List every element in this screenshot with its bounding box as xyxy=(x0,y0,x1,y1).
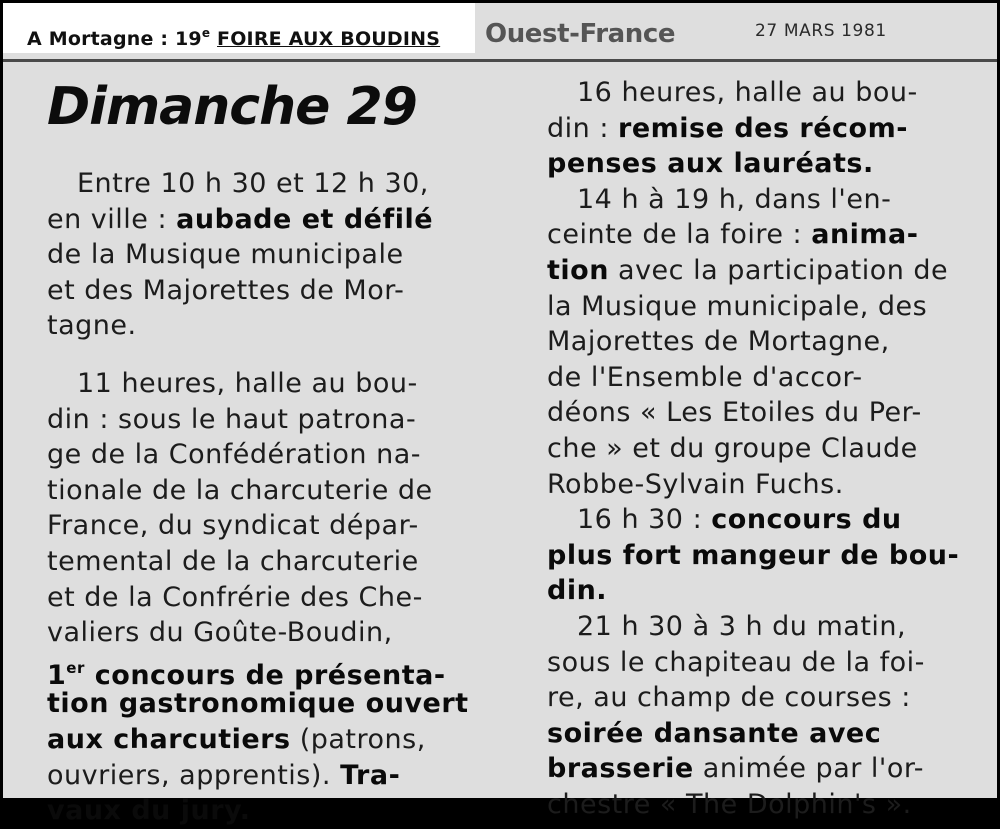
article-line xyxy=(547,787,987,823)
event-title: FOIRE AUX BOUDINS xyxy=(217,28,441,50)
body-text: 11 heures, halle au bou- xyxy=(77,367,418,399)
body-text: animée par l'or- xyxy=(693,753,924,785)
bold-text: tion gastronomique ouvert xyxy=(47,688,469,720)
bold-text: brasserie xyxy=(547,753,694,785)
article-line xyxy=(547,716,987,752)
bold-text: concours de présenta- xyxy=(84,659,446,691)
article-line xyxy=(47,344,477,366)
article-line xyxy=(47,366,477,402)
bold-text: 1 xyxy=(47,659,67,691)
day-heading: Dimanche 29 xyxy=(47,77,417,137)
newspaper-clipping xyxy=(3,3,997,827)
article-line xyxy=(547,645,987,681)
body-text: et des Majorettes de Mor- xyxy=(47,274,405,306)
header-rule xyxy=(3,59,997,62)
article-line xyxy=(47,473,477,509)
body-text: avec la participation de xyxy=(608,254,949,286)
right-column xyxy=(547,75,987,822)
article-line xyxy=(547,360,987,396)
body-text: déons « Les Etoiles du Per- xyxy=(547,397,922,429)
article-line xyxy=(47,402,477,438)
bold-text: aux charcutiers xyxy=(47,723,291,755)
bold-text: soirée dansante avec xyxy=(547,717,882,749)
edition-superscript: e xyxy=(201,26,211,40)
article-line xyxy=(47,237,477,273)
article-line xyxy=(547,538,987,574)
bold-text: Tra- xyxy=(340,759,401,791)
article-line xyxy=(547,289,987,325)
clipping-place: A Mortagne : xyxy=(27,28,169,50)
left-column xyxy=(47,166,477,829)
article-line xyxy=(547,467,987,503)
body-text: France, du syndicat dépar- xyxy=(47,510,419,542)
article-line xyxy=(47,793,477,829)
article-line xyxy=(47,686,477,722)
body-text: temental de la charcuterie xyxy=(47,545,419,577)
bold-text: din. xyxy=(547,575,608,607)
body-text: Entre 10 h 30 et 12 h 30, xyxy=(77,168,429,199)
body-text: ge de la Confédération na- xyxy=(47,439,421,471)
body-text: che » et du groupe Claude xyxy=(547,432,918,464)
article-line xyxy=(47,308,477,344)
article-line xyxy=(547,146,987,182)
article-line xyxy=(547,751,987,787)
article-line xyxy=(547,75,987,111)
bold-text: anima- xyxy=(811,219,919,251)
article-line xyxy=(47,508,477,544)
body-text: 16 heures, halle au bou- xyxy=(577,77,918,108)
body-text: la Musique municipale, des xyxy=(547,290,928,322)
newspaper-name: Ouest-France xyxy=(485,19,676,49)
clipping-label-box xyxy=(3,3,475,53)
body-text: Majorettes de Mortagne, xyxy=(547,326,890,358)
body-text: et de la Confrérie des Che- xyxy=(47,581,423,613)
article-line xyxy=(547,395,987,431)
body-text: tionale de la charcuterie de xyxy=(47,474,433,506)
bold-text: concours du xyxy=(711,504,902,536)
body-text: sous le chapiteau de la foi- xyxy=(547,646,925,678)
body-text: din : xyxy=(547,112,619,144)
article-line xyxy=(47,651,477,691)
article-line xyxy=(547,573,987,609)
article-line xyxy=(547,182,987,218)
body-text: tagne. xyxy=(47,310,137,342)
body-text: re, au champ de courses : xyxy=(547,682,911,714)
publication-date: 27 MARS 1981 xyxy=(755,21,887,41)
article-line xyxy=(47,437,477,473)
bold-text: vaux du jury. xyxy=(47,795,251,827)
article-line xyxy=(47,202,477,238)
body-text: 16 h 30 : xyxy=(577,504,712,536)
article-line xyxy=(547,111,987,147)
body-text: din : sous le haut patrona- xyxy=(47,403,417,435)
article-line xyxy=(47,615,477,651)
bold-text: er xyxy=(66,658,85,677)
body-text: chestre « The Dolphin's ». xyxy=(547,788,912,820)
article-line xyxy=(547,502,987,538)
body-text: 14 h à 19 h, dans l'en- xyxy=(577,183,892,215)
body-text: valiers du Goûte-Boudin, xyxy=(47,617,393,649)
article-line xyxy=(47,758,477,794)
bold-text: aubade et défilé xyxy=(176,203,434,235)
bold-text: penses aux lauréats. xyxy=(547,148,874,180)
article-line xyxy=(47,722,477,758)
bold-text: tion xyxy=(547,254,609,286)
article-line xyxy=(547,253,987,289)
body-text: de la Musique municipale xyxy=(47,239,404,271)
body-text: de l'Ensemble d'accor- xyxy=(547,361,863,393)
bold-text: remise des récom- xyxy=(618,112,908,144)
article-line xyxy=(47,544,477,580)
body-text: ceinte de la foire : xyxy=(547,219,812,251)
article-line xyxy=(47,580,477,616)
article-line xyxy=(547,431,987,467)
body-text: 21 h 30 à 3 h du matin, xyxy=(577,610,907,642)
article-line xyxy=(47,166,477,202)
body-text: (patrons, xyxy=(290,723,426,755)
article-line xyxy=(547,217,987,253)
body-text: ouvriers, apprentis). xyxy=(47,759,341,791)
clipping-label xyxy=(27,26,440,50)
article-line xyxy=(547,680,987,716)
article-line xyxy=(47,273,477,309)
bold-text: plus fort mangeur de bou- xyxy=(547,539,960,571)
article-line xyxy=(547,609,987,645)
article-line xyxy=(547,324,987,360)
edition-number: 19 xyxy=(175,28,202,50)
body-text: Robbe-Sylvain Fuchs. xyxy=(547,468,844,500)
body-text: en ville : xyxy=(47,203,177,235)
